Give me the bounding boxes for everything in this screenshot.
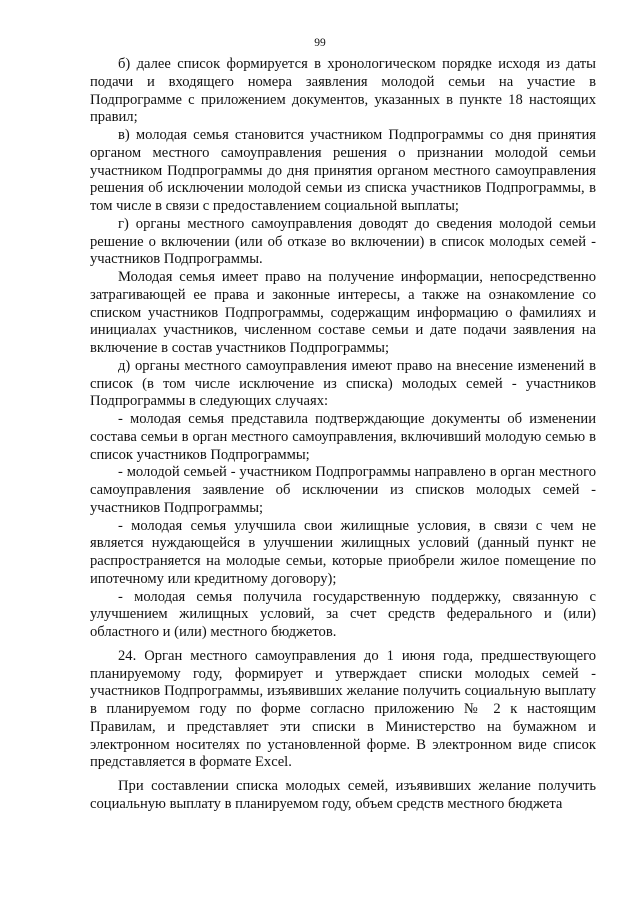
paragraph-b: б) далее список формируется в хронологическом порядке исходя из даты подачи и входящего номера заявления молодой семьи на участие в Подпрограмме с приложением документов, указанных в пункте 18 настоящих правил; xyxy=(90,56,596,126)
paragraph-24: 24. Орган местного самоуправления до 1 июня года, предшествующего планируемому году, формирует и утверждает списки молодых семей - участников Подпрограммы, изъявивших желание получить социальную выплату в планируемом году по форме согласно приложению № 2 к настоящим Правилам, и представляет эти списки в Министерство на бумажном и электронном носителях по установленной форме. В электронном виде список представляется в формате Excel. xyxy=(90,647,596,771)
paragraph-d: д) органы местного самоуправления имеют право на внесение изменений в список (в том числе исключение из списка) молодых семей - участников Подпрограммы в следующих случаях: xyxy=(90,357,596,410)
paragraph-information-right: Молодая семья имеет право на получение информации, непосредственно затрагивающей ее права и законные интересы, а также на ознакомление со списком участников Подпрограммы, содержащим информацию о фамилиях и инициалах участников, численном составе семьи и дате подачи заявления на включение в состав участников Подпрограммы; xyxy=(90,269,596,356)
page-number: 99 xyxy=(314,37,326,49)
document-body xyxy=(90,56,596,814)
paragraph-v: в) молодая семья становится участником Подпрограммы со дня принятия органом местного самоуправления решения о признании молодой семьи участником Подпрограммы до дня принятия органом местного самоуправления решения об исключении молодой семьи из списка участников Подпрограммы, в том числе в связи с предоставлением социальной выплаты; xyxy=(90,127,596,214)
paragraph-g: г) органы местного самоуправления доводят до сведения молодой семьи решение о включении (или об отказе во включении) в список молодых семей - участников Подпрограммы. xyxy=(90,215,596,268)
list-item-family-composition: - молодая семья представила подтверждающие документы об изменении состава семьи в орган местного самоуправления, включивший молодую семью в список участников Подпрограммы; xyxy=(90,411,596,463)
list-item-exclusion-request: - молодой семьей - участником Подпрограммы направлено в орган местного самоуправления заявление об исключении из списков молодых семей - участников Подпрограммы; xyxy=(90,464,596,516)
list-item-improved-housing: - молодая семья улучшила свои жилищные условия, в связи с чем не является нуждающейся в улучшении жилищных условий (данный пункт не распространяется на молодые семьи, которые приобрели жилое помещение по ипотечному или кредитному договору); xyxy=(90,517,596,587)
list-item-state-support: - молодая семья получила государственную поддержку, связанную с улучшением жилищных условий, за счет средств федерального и (или) областного и (или) местного бюджетов. xyxy=(90,588,596,640)
paragraph-list-compilation: При составлении списка молодых семей, изъявивших желание получить социальную выплату в планируемом году, объем средств местного бюджета xyxy=(90,778,596,812)
